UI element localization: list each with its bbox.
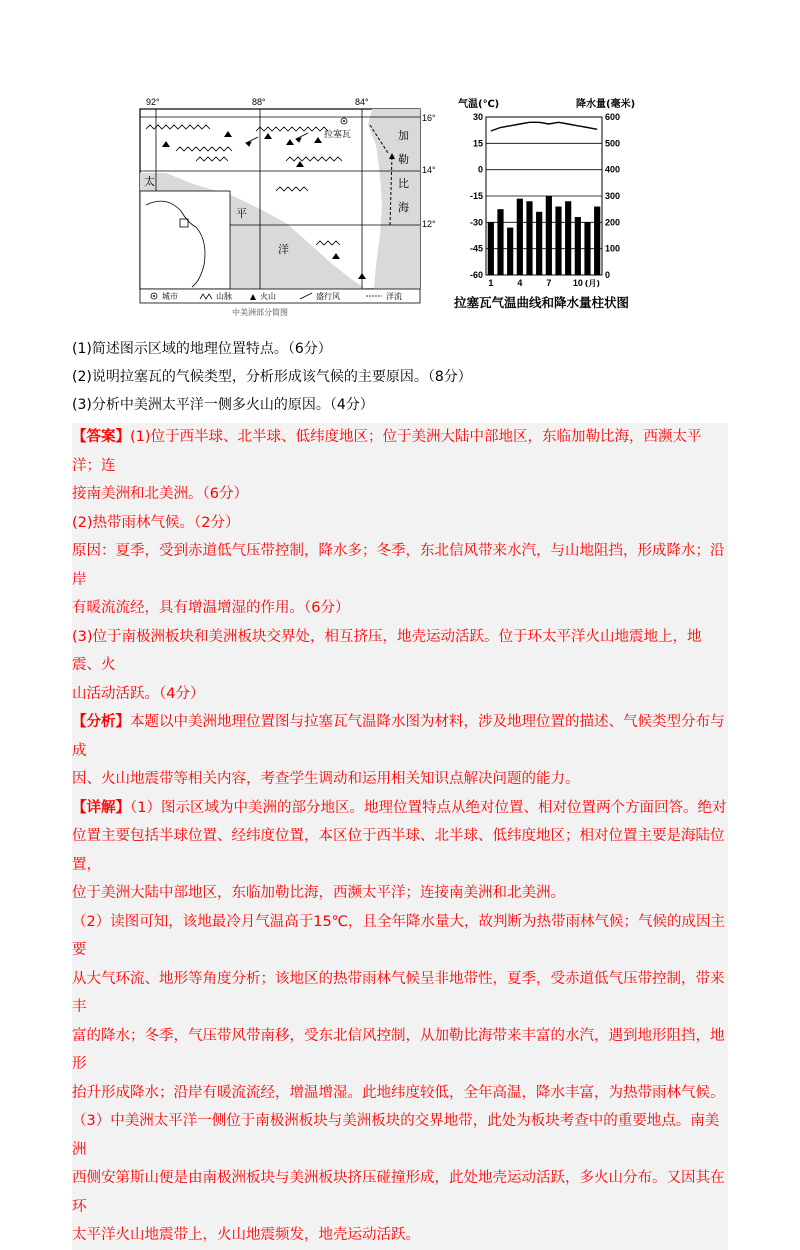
answer-line bbox=[72, 594, 728, 623]
answer-text: 太平洋火山地震带上，火山地震频发，地壳运动活跃。 bbox=[72, 1227, 420, 1243]
answer-text: (2)热带雨林气候。（2分） bbox=[72, 514, 240, 531]
answer-text: 山活动活跃。（4分） bbox=[72, 685, 205, 702]
precip-axis-label: 降水量(毫米) bbox=[576, 99, 636, 110]
legend-current: 洋流 bbox=[386, 292, 402, 301]
month-tick-label: 10 bbox=[572, 278, 583, 288]
question-3: (3)分析中美洲太平洋一侧多火山的原因。（4分） bbox=[72, 397, 374, 413]
temp-tick-label: 15 bbox=[472, 138, 483, 149]
answer-line bbox=[72, 1107, 728, 1164]
answer-line bbox=[72, 708, 728, 765]
precip-tick-label: 200 bbox=[605, 217, 621, 228]
precip-bar bbox=[507, 228, 513, 275]
answer-line bbox=[72, 537, 728, 594]
answer-text: 位置主要包括半球位置、经纬度位置，本区位于西半球、北半球、低纬度地区；相对位置主要是海陆位置， bbox=[72, 828, 725, 873]
precip-bar bbox=[517, 199, 523, 275]
map-caption: 中美洲部分简图 bbox=[232, 308, 288, 317]
answer-block bbox=[72, 423, 728, 1250]
temp-tick-label: -60 bbox=[469, 270, 483, 280]
map-legend bbox=[140, 289, 420, 303]
answer-line bbox=[72, 794, 728, 823]
precip-bar bbox=[575, 217, 581, 275]
temp-tick-label: -45 bbox=[469, 243, 483, 254]
answer-text: 从大气环流、地形等角度分析；该地区的热带雨林气候呈非地带性，夏季，受赤道低气压带控制，带来丰 bbox=[72, 970, 725, 1015]
caribbean-char-4: 海 bbox=[398, 201, 409, 214]
answer-tag: 【分析】 bbox=[72, 714, 130, 730]
month-tick-label: 4 bbox=[517, 278, 523, 288]
precip-bar bbox=[488, 222, 494, 275]
answer-line bbox=[72, 423, 728, 480]
temp-tick-label: -15 bbox=[469, 191, 483, 201]
lat-label-16: 16° bbox=[422, 113, 436, 123]
answer-line bbox=[72, 623, 728, 680]
pacific-char-1: 太 bbox=[144, 175, 155, 188]
lat-label-12: 12° bbox=[422, 219, 436, 229]
answer-line bbox=[72, 680, 728, 709]
answer-line bbox=[72, 765, 728, 794]
precip-tick-label: 300 bbox=[605, 191, 621, 201]
answer-text: 因、火山地震带等相关内容，考查学生调动和运用相关知识点解决问题的能力。 bbox=[72, 771, 580, 787]
answer-text: 西侧安第斯山便是由南极洲板块与美洲板块挤压碰撞形成，此处地壳运动活跃，多火山分布。又因其在环 bbox=[72, 1170, 725, 1215]
month-tick-label: 7 bbox=[546, 278, 552, 288]
legend-city: 城市 bbox=[162, 292, 178, 301]
answer-line bbox=[72, 879, 728, 908]
precip-bar bbox=[546, 196, 552, 275]
pacific-char-2: 平 bbox=[236, 207, 247, 220]
precip-bar bbox=[555, 207, 561, 275]
lat-label-14: 14° bbox=[422, 165, 436, 175]
precip-bar bbox=[536, 212, 542, 275]
answer-line bbox=[72, 908, 728, 965]
precip-tick-label: 0 bbox=[605, 270, 611, 280]
lon-label-92: 92° bbox=[146, 97, 160, 107]
answer-text: 位于美洲大陆中部地区，东临加勒比海，西濒太平洋；连接南美洲和北美洲。 bbox=[72, 885, 565, 901]
answer-text: 抬升形成降水；沿岸有暖流流经，增温增湿。此地纬度较低，全年高温，降水丰富，为热带雨林气候。 bbox=[72, 1084, 725, 1101]
answer-line bbox=[72, 1022, 728, 1079]
precip-bar bbox=[565, 201, 571, 275]
answer-text: （3）中美洲太平洋一侧位于南极洲板块与美洲板块的交界地带，此处为板块考查中的重要地点。南美洲 bbox=[72, 1113, 720, 1158]
city-marker bbox=[341, 118, 347, 124]
caribbean-char-3: 比 bbox=[398, 177, 409, 190]
answer-line bbox=[72, 509, 728, 538]
answer-text: 本题以中美洲地理位置图与拉塞瓦气温降水图为材料，涉及地理位置的描述、气候类型分布与成 bbox=[72, 714, 725, 759]
climate-caption: 拉塞瓦气温曲线和降水量柱状图 bbox=[454, 295, 630, 310]
legend-volcano: 火山 bbox=[260, 292, 276, 301]
answer-line bbox=[72, 1164, 728, 1221]
temp-tick-label: 0 bbox=[477, 164, 483, 175]
city-label: 拉塞瓦 bbox=[324, 130, 352, 140]
precip-tick-label: 100 bbox=[605, 243, 621, 254]
answer-line bbox=[72, 965, 728, 1022]
precip-bar bbox=[594, 207, 600, 275]
answer-tag: 【答案】 bbox=[72, 429, 130, 445]
month-tick-label: 1 bbox=[488, 278, 494, 288]
precip-tick-label: 400 bbox=[605, 164, 621, 175]
precip-tick-label: 500 bbox=[605, 138, 621, 149]
precip-tick-label: 600 bbox=[605, 112, 621, 122]
answer-tag: 【详解】 bbox=[72, 799, 130, 816]
answer-line bbox=[72, 480, 728, 509]
temp-axis-label: 气温(℃) bbox=[458, 99, 500, 110]
inset-map bbox=[140, 191, 230, 289]
answer-line bbox=[72, 1079, 728, 1108]
questions bbox=[72, 335, 732, 419]
legend-wind: 盛行风 bbox=[316, 292, 340, 301]
caribbean-char-2: 勒 bbox=[398, 153, 409, 166]
lon-label-88: 88° bbox=[252, 97, 266, 107]
answer-text: 原因：夏季，受到赤道低气压带控制，降水多；冬季，东北信风带来水汽，与山地阻挡，形成降水；沿岸 bbox=[72, 543, 725, 588]
month-unit-label: (月) bbox=[584, 279, 600, 288]
answer-text: （1）图示区域为中美洲的部分地区。地理位置特点从绝对位置、相对位置两个方面回答。绝对 bbox=[130, 799, 727, 816]
answer-text: 有暖流流经，具有增温增湿的作用。（6分） bbox=[72, 600, 350, 616]
climate-chart bbox=[454, 95, 674, 320]
answer-line bbox=[72, 1221, 728, 1250]
temp-tick-label: -30 bbox=[469, 217, 483, 228]
precip-bar bbox=[497, 209, 503, 275]
precip-bar bbox=[526, 201, 532, 275]
temp-tick-label: 30 bbox=[472, 112, 483, 122]
lon-label-84: 84° bbox=[355, 97, 369, 107]
pacific-char-3: 洋 bbox=[278, 243, 289, 256]
answer-text: (3)位于南极洲板块和美洲板块交界处，相互挤压，地壳运动活跃。位于环太平洋火山地震地上，地震、火 bbox=[72, 628, 702, 673]
question-2: (2)说明拉塞瓦的气候类型，分析形成该气候的主要原因。（8分） bbox=[72, 369, 472, 385]
caribbean-char-1: 加 bbox=[398, 129, 409, 142]
legend-mountain: 山脉 bbox=[216, 292, 232, 301]
question-1: (1)简述图示区域的地理位置特点。（6分） bbox=[72, 341, 332, 357]
answer-text: 富的降水；冬季，气压带风带南移，受东北信风控制，从加勒比海带来丰富的水汽，遇到地形阻挡，地形 bbox=[72, 1027, 725, 1072]
answer-text: (1)位于西半球、北半球、低纬度地区；位于美洲大陆中部地区，东临加勒比海，西濒太平洋；连 bbox=[72, 429, 702, 474]
central-america-map bbox=[136, 95, 436, 320]
precip-bar bbox=[584, 222, 590, 275]
figures bbox=[136, 95, 676, 325]
answer-line bbox=[72, 822, 728, 879]
answer-text: （2）读图可知，该地最冷月气温高于15℃，且全年降水量大，故判断为热带雨林气候；气候的成因主要 bbox=[72, 913, 725, 958]
answer-text: 接南美洲和北美洲。（6分） bbox=[72, 486, 248, 502]
